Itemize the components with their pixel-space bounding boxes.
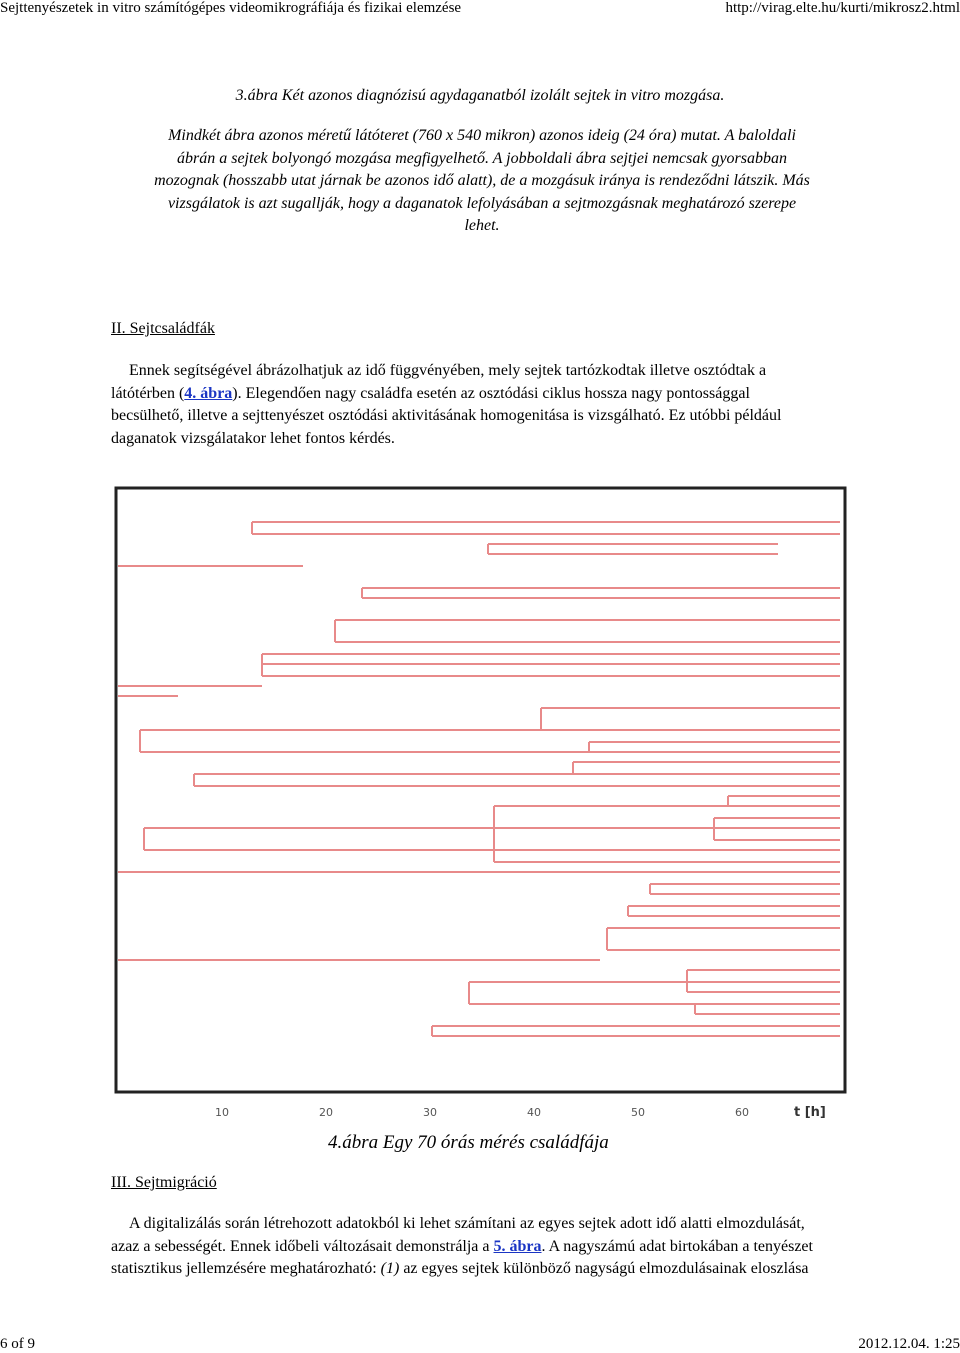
figure4-link[interactable]: 4. ábra <box>184 384 233 402</box>
section2-text: ). Elegendően nagy családfa esetén az osztódási ciklus hossza nagy pontossággal <box>232 384 750 402</box>
section2-text: becsülhető, illetve a sejttenyészet osztódási aktivitásának homogenitása is vizsgálható. Ez utóbbi például <box>111 407 782 424</box>
section2-text: Ennek segítségével ábrázolhatjuk az idő függvényében, mely sejtek tartózkodtak illetve osztódtak a <box>129 362 767 379</box>
figure3-line: lehet. <box>464 217 500 234</box>
section3-text: azaz a sebességét. Ennek időbeli változásait demonstrálja a <box>111 1237 494 1255</box>
x-tick-label: 60 <box>735 1106 749 1119</box>
section3-text: statisztikus jellemzésére meghatározható: <box>111 1260 381 1277</box>
page-header-url[interactable]: http://virag.elte.hu/kurti/mikrosz2.html <box>725 0 960 16</box>
figure5-link[interactable]: 5. ábra <box>493 1237 542 1255</box>
section2-text: daganatok vizsgálatakor lehet fontos kérdés. <box>111 429 395 447</box>
section3-text: az egyes sejtek különböző nagyságú elmozdulásainak eloszlása <box>399 1260 809 1277</box>
figure3-line: mozognak (hosszabb utat járnak be azonos idő alatt), de a mozgásuk iránya is rendeződni látszik. Más <box>154 172 810 189</box>
figure3-line: Mindkét ábra azonos méretű látóteret (760 x 540 mikron) azonos ideig (24 óra) mutat. A baloldali <box>168 127 796 144</box>
section3-body <box>111 1213 901 1281</box>
section3-text: A digitalizálás során létrehozott adatokból ki lehet számítani az egyes sejtek adott idő alatti elmozdulását, <box>129 1215 805 1232</box>
section3-text: (1) <box>380 1260 400 1277</box>
x-tick-label: 20 <box>319 1106 333 1119</box>
x-tick-label: 50 <box>631 1106 645 1119</box>
figure4-caption: 4.ábra Egy 70 órás mérés családfája <box>328 1132 609 1153</box>
axis-unit-label: t [h] <box>794 1105 826 1120</box>
print-datetime: 2012.12.04. 1:25 <box>858 1336 960 1352</box>
x-tick-label: 40 <box>527 1106 541 1119</box>
section2-text: látótérben ( <box>111 384 185 402</box>
section3-heading: III. Sejtmigráció <box>111 1174 217 1191</box>
page-header-title: Sejttenyészetek in vitro számítógépes videomikrográfiája és fizikai elemzése <box>0 0 462 16</box>
x-tick-label: 10 <box>215 1106 229 1119</box>
figure3-caption: 3.ábra Két azonos diagnózisú agydaganatból izolált sejtek in vitro mozgása. <box>235 87 725 104</box>
figure3-line: ábrán a sejtek bolyongó mozgása megfigyelhető. A jobboldali ábra sejtjei nemcsak gyorsabban <box>177 149 787 167</box>
chart-frame <box>116 488 845 1092</box>
figure3-line: vizsgálatok is azt sugallják, hogy a daganatok lefolyásában a sejtmozgásnak meghatározó szerepe <box>167 194 797 212</box>
axis-ticks <box>215 1106 749 1119</box>
x-tick-label: 30 <box>423 1106 437 1119</box>
page-number: 6 of 9 <box>0 1336 35 1352</box>
tree-lines <box>118 522 840 1036</box>
section3-text: . A nagyszámú adat birtokában a tenyészet <box>541 1237 813 1255</box>
section2-heading: II. Sejtcsaládfák <box>111 320 215 337</box>
